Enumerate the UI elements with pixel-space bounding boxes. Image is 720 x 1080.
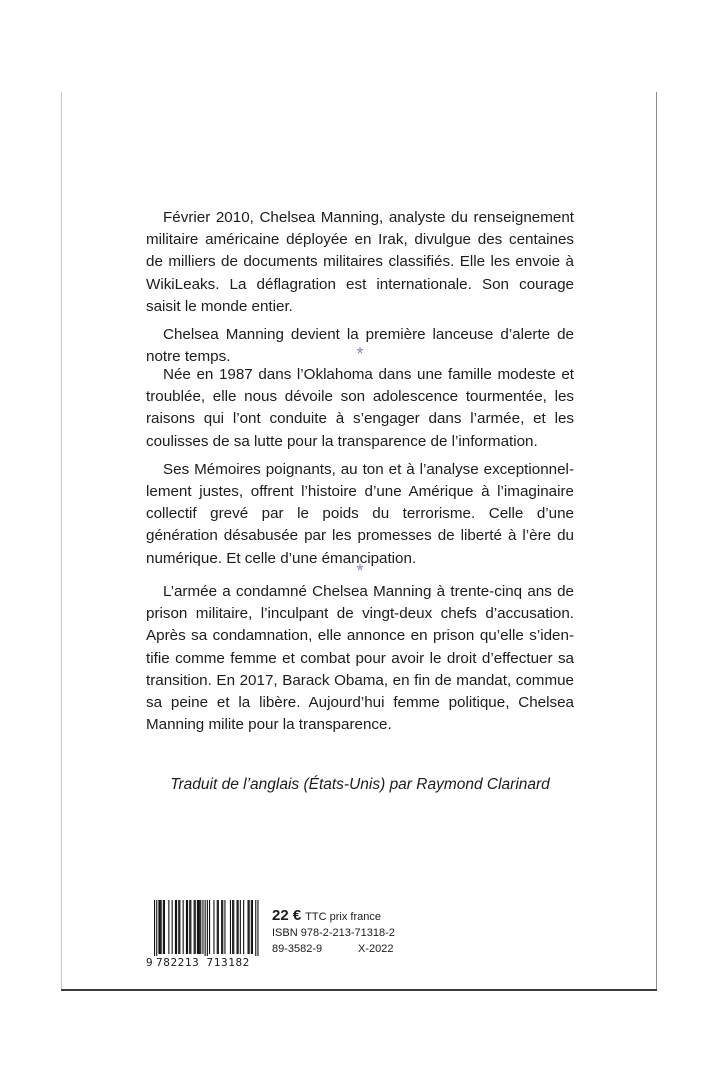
barcode-bar [183,900,184,954]
barcode-bar [243,900,244,954]
barcode-bar [237,900,238,954]
blurb-paragraph: Ses Mémoires poignants, au ton et à l’analyse exceptionnellement justes, offrent l’histoire d’une Amérique à l’imaginaire collectif grevé par le poids du terrorisme. Celle d’une génération désabusée par les promesses de liberté à l’ère du numérique. Et celle d’une émancipation. [146,460,574,567]
barcode-bar [230,900,231,954]
price-label: TTC prix france [305,911,381,923]
barcode-bar [205,900,206,956]
barcode-bar [176,900,177,954]
barcode-bar [198,900,199,954]
barcode-bar [240,900,241,954]
barcode-bar [158,900,159,954]
isbn: ISBN 978-2-213-71318-2 [272,927,395,939]
blurb-paragraph: Chelsea Manning devient la première lanceuse d’alerte de notre temps. [146,326,574,366]
barcode-bar [257,900,258,956]
barcode-bar [209,900,210,954]
blurb-paragraph: Février 2010, Chelsea Manning, analyste du renseignement militaire américaine déployée en Irak, divulgue des centaines de milliers de documents militaires classifiés. Elle les envoie à WikiLeaks. La déflagration est internationale. Son courage saisit le monde entier. [146,209,574,315]
barcode-bar [248,900,249,954]
cover-edge-right [656,92,657,990]
barcode-bar [186,900,187,954]
cover-edge-left [61,92,62,990]
barcode-bar [199,900,200,954]
code-right: X-2022 [358,943,394,955]
blurb-section-3 [146,581,574,742]
barcode-bar [172,900,173,954]
barcode [146,900,262,974]
barcode-bar [217,900,218,954]
barcode-bar [178,900,179,954]
barcode-bar [202,900,203,954]
blurb-section-2 [146,364,574,576]
barcode-bar [161,900,162,954]
barcode-bar [251,900,252,954]
barcode-digits: 782213 713182 [156,956,250,969]
code-left: 89-3582-9 [272,943,323,955]
blurb-paragraph: L’armée a condamné Chelsea Manning à trente-cinq ans de prison militaire, l’inculpant de vingt-deux chefs d’accusation. Après sa condamnation, elle annonce en prison qu’elle s’identifie comme femme et combat pour avoir le droit d’effectuer sa transition. En 2017, Barack Obama, en fin de mandat, commue sa peine et la libère. Aujourd’hui femme politique, Chelsea Manning milite pour la transparence. [146,583,574,734]
barcode-bar [207,900,208,956]
barcode-bar [197,900,198,954]
barcode-bar [224,900,225,954]
barcode-bar [163,900,164,954]
cover-edge-bottom [61,989,657,991]
barcode-bar [200,900,201,954]
barcode-bar [252,900,253,954]
barcode-first-digit: 9 [146,956,153,969]
barcode-bars [154,900,262,956]
barcode-bar [255,900,256,956]
barcode-bar [222,900,223,954]
barcode-bar [195,900,196,954]
blurb-paragraph: Née en 1987 dans l’Oklahoma dans une famille modeste et troublée, elle nous dévoile son adolescence tourmentée, les raisons qui l’ont conduite à s’engager dans l’armée, et les coulisses de sa lutte pour la transparence de l’information. [146,366,574,450]
separator-star: * [356,344,364,364]
translator-credit: Traduit de l’anglais (États-Unis) par Raymond Clarinard [170,776,550,793]
separator-star: * [356,561,364,581]
barcode-bar [168,900,169,954]
barcode-bar [187,900,188,954]
barcode-bar [156,900,157,956]
barcode-bar [190,900,191,954]
barcode-bar [164,900,165,954]
price-block [272,908,395,957]
price-amount: 22 € [272,907,302,924]
barcode-bar [218,900,219,954]
barcode-bar [160,900,161,954]
barcode-bar [154,900,155,956]
barcode-bar [189,900,190,954]
price-row [272,908,395,925]
barcode-bar [213,900,214,954]
barcode-bar [221,900,222,954]
barcode-bar [249,900,250,954]
barcode-bar [233,900,234,954]
barcode-bar [194,900,195,954]
barcode-bar [179,900,180,954]
barcode-bar [232,900,233,954]
code-row [272,941,395,957]
barcode-bar [175,900,176,954]
barcode-bar [238,900,239,954]
